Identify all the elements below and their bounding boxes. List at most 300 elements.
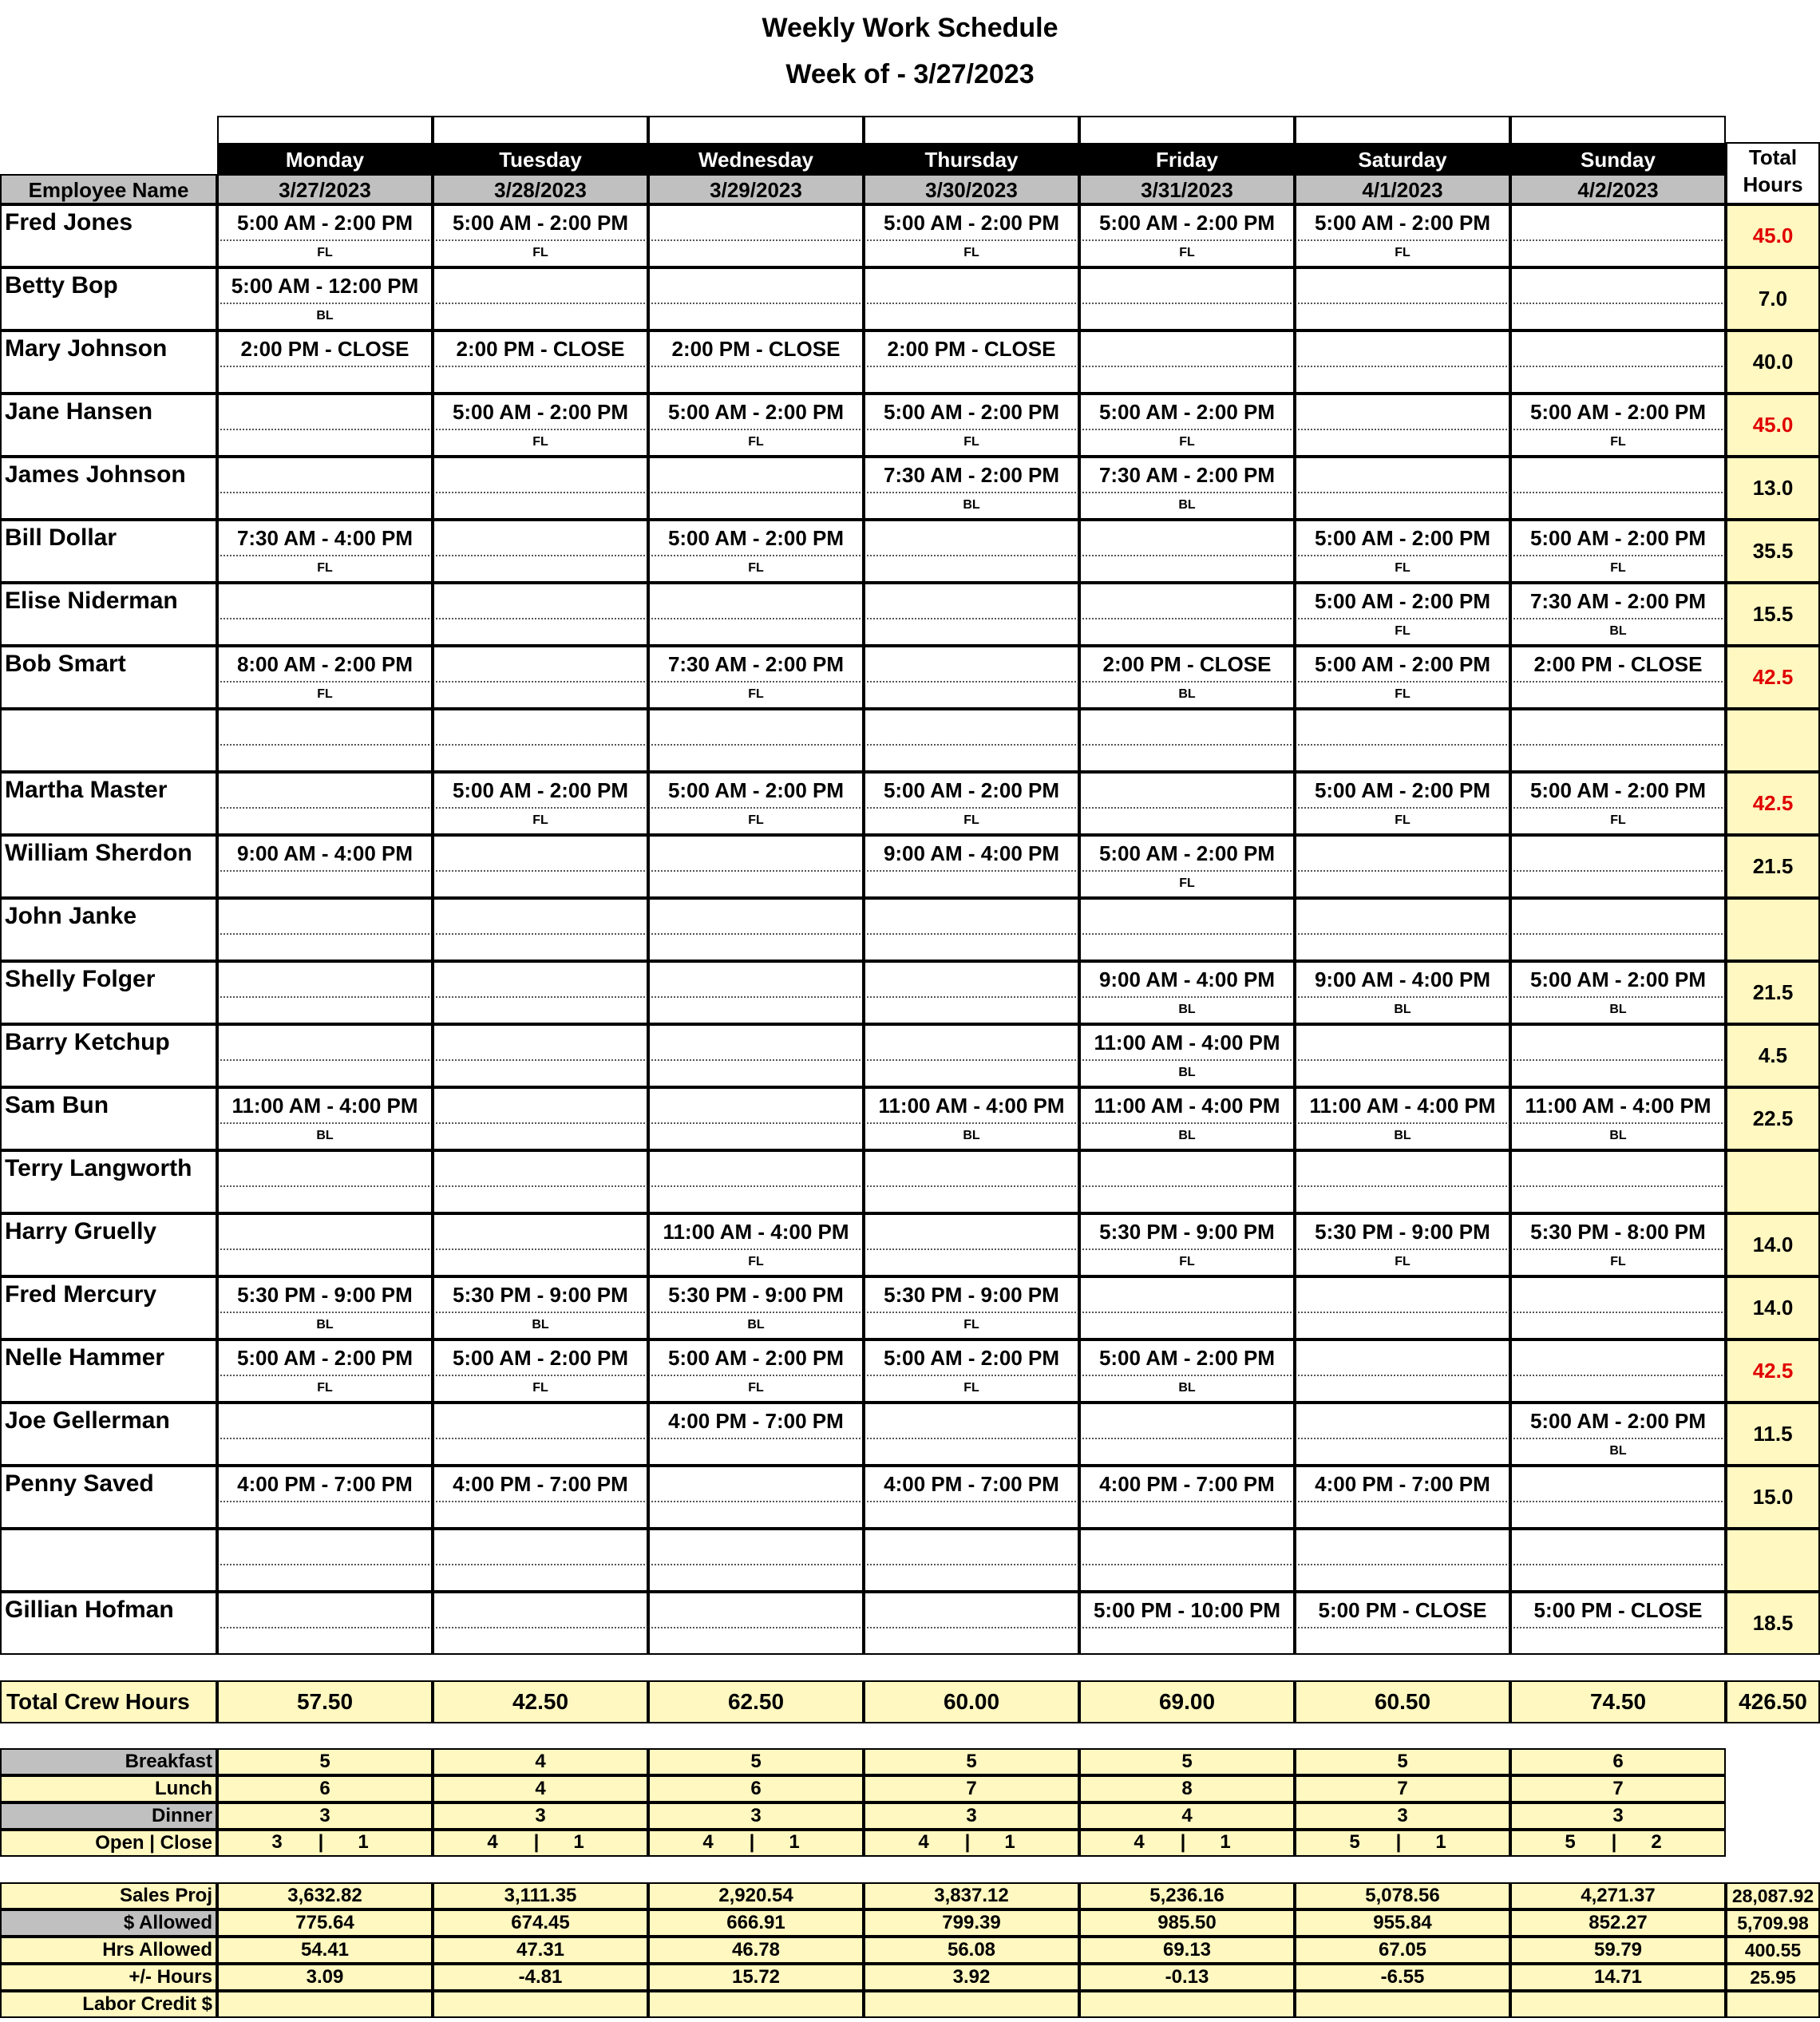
shift-divider [1513,239,1723,241]
count-value: 5 [217,1748,433,1775]
shift-time [1510,1283,1726,1308]
shift-time: 7:30 AM - 4:00 PM [236,526,413,550]
shift-position [433,1066,648,1082]
financial-value: 674.45 [433,1909,648,1937]
shift-time: 7:30 AM - 2:00 PM [1098,463,1276,487]
shift-position [1295,435,1510,451]
count-value: 6 [1510,1748,1726,1775]
employee-name: James Johnson [5,461,186,488]
shift-divider [867,1248,1076,1250]
shift-position [217,750,433,766]
financial-value: 985.50 [1079,1909,1295,1937]
shift-divider [436,239,645,241]
shift-divider [867,1312,1076,1313]
shift-divider [1082,1501,1292,1502]
shift-divider [651,807,861,809]
count-value: 5 [864,1748,1079,1775]
shift-divider [651,870,861,872]
shift-divider [1082,239,1292,241]
crew-hours-day-3: 62.50 [648,1680,864,1723]
shift-position [1079,309,1295,325]
shift-time [864,1031,1079,1056]
shift-time [1510,1157,1726,1182]
crew-hours-day-1: 57.50 [217,1680,433,1723]
shift-time [1510,211,1726,236]
employee-name: Shelly Folger [5,966,156,992]
shift-divider [651,429,861,430]
shift-position [864,309,1079,325]
employee-name: Fred Jones [5,209,133,235]
shift-time [1510,1535,1726,1561]
total-hours-header-line1: Total [1748,145,1798,169]
employee-name: Terry Langworth [5,1155,192,1181]
shift-position [648,246,864,262]
shift-divider [867,1122,1076,1124]
count-value: 5 [1079,1748,1295,1775]
shift-divider [1298,933,1507,935]
shift-time [1510,904,1726,930]
shift-time [1079,337,1295,362]
shift-divider [651,492,861,493]
employee-total-hours: 13.0 [1726,457,1820,520]
shift-position: FL [963,435,979,449]
shift-position [648,1570,864,1586]
shift-position [1510,940,1726,956]
employee-total-hours: 40.0 [1726,330,1820,394]
shift-position: FL [317,1381,333,1395]
open-count: 5 [1349,1831,1360,1853]
day-header-6: Saturday [1295,144,1510,176]
shift-time: 5:30 PM - 9:00 PM [668,1283,844,1307]
financial-value [864,1991,1079,2018]
employee-total-hours: 7.0 [1726,267,1820,330]
financial-total [1726,1991,1820,2018]
shift-position [648,1066,864,1082]
employee-total-hours: 42.5 [1726,772,1820,835]
financial-value [1079,1991,1295,2018]
shift-divider [1298,1059,1507,1061]
financial-value: 3,632.82 [217,1882,433,1909]
shift-position [1295,1192,1510,1208]
employee-name: Barry Ketchup [5,1029,170,1055]
shift-position: FL [1395,624,1410,638]
shift-position: BL [1178,1066,1196,1079]
shift-position [217,1570,433,1586]
shift-divider [1082,1122,1292,1124]
shift-time: 5:00 AM - 12:00 PM [231,274,419,298]
shift-position: FL [1610,813,1626,827]
shift-position [864,1066,1079,1082]
count-label-lunch: Lunch [0,1775,217,1802]
count-value: 3 [648,1802,864,1830]
shift-time [648,211,864,236]
shift-position: BL [1394,1129,1411,1142]
shift-divider [651,1312,861,1313]
shift-time [648,274,864,299]
crew-hours-grand-total: 426.50 [1726,1680,1820,1723]
shift-time [433,1409,648,1434]
shift-position: BL [1609,1444,1627,1458]
shift-position [864,750,1079,766]
shift-position [1079,1570,1295,1586]
shift-divider [1082,618,1292,619]
financial-value: 3,837.12 [864,1882,1079,1909]
shift-divider [220,555,429,556]
shift-divider [220,1564,429,1565]
shift-divider [867,492,1076,493]
shift-time: 2:00 PM - CLOSE [887,337,1056,361]
shift-position [648,309,864,325]
shift-divider [1298,744,1507,746]
shift-position: FL [963,1318,979,1332]
shift-divider [1082,1438,1292,1439]
shift-divider [220,303,429,304]
date-header-6: 4/1/2023 [1295,174,1510,204]
financial-value: 3.92 [864,1964,1079,1991]
financial-value: 2,920.54 [648,1882,864,1909]
employee-name: Nelle Hammer [5,1344,165,1371]
shift-divider [867,1438,1076,1439]
employee-total-hours [1726,898,1820,961]
day-header-spacer [1295,116,1510,144]
shift-time [1295,1031,1510,1056]
shift-divider [1298,1501,1507,1502]
shift-divider [1513,303,1723,304]
shift-position [433,1507,648,1523]
close-count: 1 [1220,1831,1231,1853]
shift-position [1295,1066,1510,1082]
shift-divider [220,1312,429,1313]
open-close-separator: | [1395,1831,1402,1853]
shift-time: 4:00 PM - 7:00 PM [453,1472,628,1496]
shift-divider [651,1122,861,1124]
financial-value: 67.05 [1295,1937,1510,1964]
shift-time: 2:00 PM - CLOSE [671,337,841,361]
count-label-breakfast: Breakfast [0,1748,217,1775]
shift-position [1295,498,1510,514]
day-header-spacer [864,116,1079,144]
shift-divider [1082,366,1292,367]
financial-value: 15.72 [648,1964,864,1991]
shift-position [864,1507,1079,1523]
shift-position [1295,876,1510,892]
employee-name: Martha Master [5,777,168,803]
shift-time: 5:00 AM - 2:00 PM [883,1346,1060,1370]
shift-divider [1513,744,1723,746]
employee-name: Bill Dollar [5,524,117,551]
shift-time [1295,1157,1510,1182]
shift-position: FL [963,246,979,259]
shift-time: 11:00 AM - 4:00 PM [1525,1094,1711,1118]
shift-position [217,1507,433,1523]
shift-divider [867,429,1076,430]
shift-divider [867,933,1076,935]
shift-position: BL [316,309,334,322]
financial-value: 955.84 [1295,1909,1510,1937]
shift-time: 5:00 AM - 2:00 PM [452,778,629,802]
count-label-dinner: Dinner [0,1802,217,1830]
shift-divider [651,239,861,241]
shift-time: 2:00 PM - CLOSE [240,337,410,361]
shift-time [1510,463,1726,489]
shift-time [217,778,433,804]
shift-position [1079,1633,1295,1649]
financial-value [648,1991,864,2018]
shift-time [1510,715,1726,741]
shift-divider [220,1438,429,1439]
shift-position [864,1255,1079,1271]
shift-position: BL [316,1129,334,1142]
shift-position [864,624,1079,640]
shift-time: 5:00 PM - CLOSE [1533,1598,1703,1622]
shift-time [433,274,648,299]
shift-time [433,715,648,741]
shift-time [648,589,864,615]
day-header-3: Wednesday [648,144,864,176]
financial-value: 46.78 [648,1937,864,1964]
shift-divider [1513,366,1723,367]
shift-divider [1082,1627,1292,1628]
shift-divider [1082,933,1292,935]
shift-position [1079,1444,1295,1460]
shift-position: BL [747,1318,765,1332]
day-header-spacer [648,116,864,144]
financial-value [217,1991,433,2018]
employee-total-hours: 45.0 [1726,394,1820,457]
shift-time: 11:00 AM - 4:00 PM [1309,1094,1496,1118]
employee-total-hours: 15.5 [1726,583,1820,646]
shift-divider [1513,1564,1723,1565]
shift-position [864,876,1079,892]
shift-position: BL [1609,1129,1627,1142]
employee-total-hours: 21.5 [1726,835,1820,898]
shift-position [217,1066,433,1082]
shift-time [864,589,1079,615]
shift-position: FL [1179,1255,1195,1268]
shift-time [217,1031,433,1056]
shift-position [433,1192,648,1208]
shift-position: FL [1610,1255,1626,1268]
shift-position [217,435,433,451]
shift-divider [436,744,645,746]
shift-position: FL [1395,687,1410,701]
financial-value: 3,111.35 [433,1882,648,1909]
count-value: 7 [1510,1775,1726,1802]
financial-value: 47.31 [433,1937,648,1964]
shift-position: BL [316,1318,334,1332]
shift-time [1510,274,1726,299]
day-header-spacer [1079,116,1295,144]
shift-position: FL [748,1255,764,1268]
shift-position [217,1633,433,1649]
shift-divider [1513,996,1723,998]
shift-time [1295,274,1510,299]
shift-time [433,904,648,930]
shift-time [864,1157,1079,1182]
shift-divider [220,1501,429,1502]
date-header-1: 3/27/2023 [217,174,433,204]
shift-divider [220,1248,429,1250]
employee-total-hours: 35.5 [1726,520,1820,583]
shift-time: 5:30 PM - 8:00 PM [1530,1220,1706,1244]
shift-divider [436,681,645,683]
shift-divider [867,1059,1076,1061]
shift-position: FL [1395,813,1410,827]
shift-position [648,1507,864,1523]
shift-time: 4:00 PM - 7:00 PM [668,1409,844,1433]
shift-position [433,1570,648,1586]
shift-position [1079,1507,1295,1523]
shift-divider [1513,1059,1723,1061]
shift-time: 5:00 AM - 2:00 PM [1098,1346,1276,1370]
shift-divider [651,1248,861,1250]
shift-time: 9:00 AM - 4:00 PM [1314,967,1491,991]
crew-hours-day-4: 60.00 [864,1680,1079,1723]
shift-divider [1082,681,1292,683]
shift-divider [1513,870,1723,872]
shift-divider [867,996,1076,998]
shift-position: FL [1179,246,1195,259]
shift-time [648,715,864,741]
shift-position [217,372,433,388]
shift-time: 5:00 AM - 2:00 PM [1314,778,1491,802]
shift-divider [436,807,645,809]
open-count: 4 [1134,1831,1145,1853]
shift-time [1295,400,1510,425]
employee-total-hours [1726,1529,1820,1592]
shift-position: FL [532,813,548,827]
employee-name: Joe Gellerman [5,1407,170,1434]
shift-divider [867,1564,1076,1565]
shift-time [1079,1157,1295,1182]
crew-hours-day-2: 42.50 [433,1680,648,1723]
shift-divider [867,303,1076,304]
open-close-separator: | [964,1831,971,1853]
shift-time [433,1157,648,1182]
count-value: 4 [433,1775,648,1802]
shift-time [1079,1409,1295,1434]
shift-time [648,841,864,867]
shift-time [1295,1535,1510,1561]
shift-position [1295,750,1510,766]
financial-value: 69.13 [1079,1937,1295,1964]
count-value: 3 [433,1802,648,1830]
shift-divider [1513,1312,1723,1313]
shift-time [864,1598,1079,1624]
financial-value: 4,271.37 [1510,1882,1726,1909]
shift-time: 5:30 PM - 9:00 PM [884,1283,1059,1307]
shift-divider [436,1564,645,1565]
date-header-4: 3/30/2023 [864,174,1079,204]
shift-time: 5:00 AM - 2:00 PM [1314,589,1491,613]
employee-name-header: Employee Name [0,174,217,204]
financial-total: 28,087.92 [1726,1882,1820,1909]
crew-hours-day-7: 74.50 [1510,1680,1726,1723]
shift-divider [1298,429,1507,430]
shift-position [433,876,648,892]
shift-position [217,498,433,514]
shift-position: FL [748,435,764,449]
shift-divider [436,429,645,430]
shift-position [433,750,648,766]
shift-divider [1298,681,1507,683]
shift-position: FL [963,813,979,827]
shift-time: 5:00 AM - 2:00 PM [1314,652,1491,676]
shift-position [1079,561,1295,577]
shift-divider [436,303,645,304]
employee-total-hours: 22.5 [1726,1087,1820,1150]
shift-position [217,1444,433,1460]
shift-position [1510,1570,1726,1586]
shift-divider [1082,744,1292,746]
shift-position [648,1129,864,1145]
shift-time: 5:00 AM - 2:00 PM [883,778,1060,802]
shift-time [864,967,1079,993]
shift-time [1079,778,1295,804]
shift-divider [651,366,861,367]
employee-name: Penny Saved [5,1470,154,1497]
shift-divider [436,366,645,367]
day-header-7: Sunday [1510,144,1726,176]
shift-position [433,561,648,577]
shift-position: FL [1395,246,1410,259]
shift-divider [1513,1185,1723,1187]
count-value: 3 [217,1802,433,1830]
shift-position [217,876,433,892]
shift-time [648,904,864,930]
close-count: 1 [789,1831,800,1853]
financial-label: Labor Credit $ [0,1991,217,2018]
employee-total-hours: 4.5 [1726,1024,1820,1087]
employee-total-hours: 42.5 [1726,1339,1820,1403]
shift-time [1295,1346,1510,1371]
shift-time: 11:00 AM - 4:00 PM [1094,1094,1280,1118]
shift-time: 5:00 AM - 2:00 PM [667,1346,845,1370]
shift-time: 4:00 PM - 7:00 PM [1315,1472,1490,1496]
open-count: 4 [918,1831,929,1853]
shift-divider [651,681,861,683]
day-header-2: Tuesday [433,144,648,176]
shift-divider [436,1059,645,1061]
shift-time: 5:30 PM - 9:00 PM [1315,1220,1490,1244]
shift-time [217,400,433,425]
shift-divider [651,555,861,556]
day-header-spacer [1510,116,1726,144]
shift-position [1079,1318,1295,1334]
employee-total-hours: 42.5 [1726,646,1820,709]
shift-time: 11:00 AM - 4:00 PM [663,1220,849,1244]
count-value: 3 [1295,1802,1510,1830]
count-value: 3 [864,1802,1079,1830]
shift-divider [1513,1375,1723,1376]
shift-position: FL [1179,435,1195,449]
shift-divider [651,996,861,998]
close-count: 1 [1004,1831,1015,1853]
shift-divider [436,618,645,619]
shift-position: FL [1610,561,1626,575]
count-value: 4 [1079,1802,1295,1830]
shift-time [217,1220,433,1245]
shift-position [1510,372,1726,388]
shift-divider [436,1375,645,1376]
day-header-spacer [433,116,648,144]
shift-divider [867,618,1076,619]
financial-value: 666.91 [648,1909,864,1937]
shift-position: BL [963,1129,980,1142]
shift-time: 5:30 PM - 9:00 PM [237,1283,413,1307]
shift-time: 4:00 PM - 7:00 PM [884,1472,1059,1496]
shift-divider [1082,429,1292,430]
